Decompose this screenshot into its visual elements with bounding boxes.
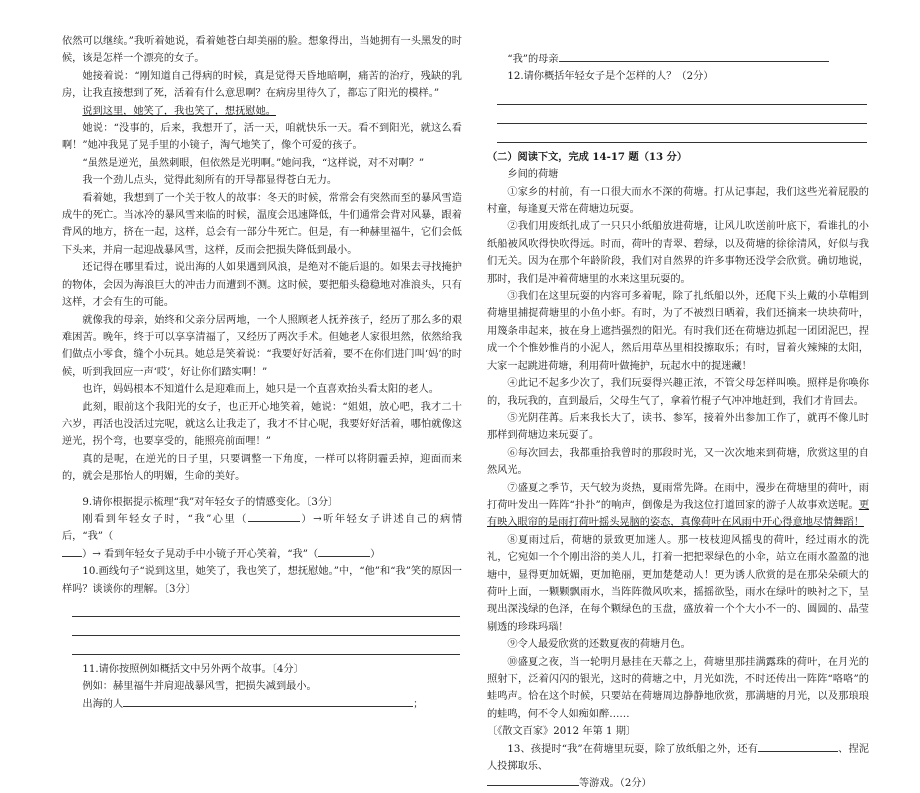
left-column [62,33,462,713]
question-11-example: 例如：赫里福牛并肩迎战暴风雪，把损失减到最小。 [82,681,317,693]
answer-line[interactable] [72,617,460,636]
answer-line[interactable] [497,86,867,105]
right-column [487,51,869,793]
paragraph: ⑩盛夏之夜，当一轮明月悬挂在天幕之上，荷塘里那挂满露珠的荷叶，在月光的照射下，泛着闪闪的银光，这时的荷塘之中，月光如洗，不时还传出一阵阵“咯咯”的蛙鸣声。恰在这个时候，只要站在荷塘周边静静地欣赏，那满塘的月光，以及那琅琅的蛙鸣，何不令人如痴如醉…… [487,656,869,720]
answer-blank[interactable] [123,706,413,707]
question-11-prompt: “我”的母亲 [487,51,869,68]
paragraph: 我一个劲儿点头，觉得此刻所有的开导都显得苍白无力。 [82,175,338,187]
underlined-sentence: 更有映入眼帘的是雨打荷叶摇头晃脑的姿态，真像荷叶在风雨中开心得意地尽情舞蹈！ [487,499,869,529]
question-9: 9.请你根据提示梳理“我”对年轻女子的情感变化。〔3分〕 [82,496,339,508]
answer-blank[interactable] [62,556,82,557]
answer-blank[interactable] [487,785,579,786]
paragraph: ④此记不起多少次了，我们玩耍得兴趣正浓，不管父母怎样叫唤。照样是你唤你的，我玩我的，直到最后，父母生气了，拿着竹棍子气冲冲地赶到，我们才肯回去。 [487,378,869,407]
paragraph: 依然可以继续。”我听着她说，看着她苍白却美丽的脸。想象得出，当她拥有一头黑发的时候，该是怎样一个漂亮的女子。 [62,36,462,65]
question-13: 13、孩提时“我”在荷塘里玩耍，除了放纸船之外，还有 、捏泥人投掷取乐、 [487,743,869,773]
paragraph: ③我们在这里玩耍的内容可多着呢，除了扎纸船以外，还爬下头上戴的小草帽到荷塘里捕捉荷塘里的小鱼小虾。有时，为了不被烈日晒着，我们还摘来一块块荷叶，用篾条串起来，披在身上遮挡强烈的阳光。有时我们还在荷塘边抓起一团团泥巴，捏成一个个惟妙惟肖的小泥人，然后用草丛里相投擦取乐；有时，冒着火辣辣的太阳，大家一起跳进荷塘，利用荷叶做掩护，玩起水中的捉迷藏！ [487,291,869,372]
paragraph: 也许，妈妈根本不知道什么是迎难而上，她只是一个直喜欢抬头看太阳的老人。 [82,384,439,396]
paragraph: ①家乡的村前，有一口很大而水不深的荷塘。打从记事起，我们这些光着屁股的村童，每逢夏天常在荷塘边玩耍。 [487,186,869,216]
paragraph: ⑥每次回去，我都重拾我曾时的那段时光，又一次次地来到荷塘，欣赏这里的自然风光。 [487,447,869,477]
source-citation: 〔《散文百家》2012 年第 1 期〕 [487,726,637,738]
answer-line[interactable] [72,636,460,655]
answer-blank[interactable] [248,521,300,522]
answer-blank[interactable] [559,61,829,62]
paragraph: 她说：“没事的，后来，我想开了，活一天，咱就快乐一天。看不到阳光，就这么看啊！”她冲我晃了晃手里的小镜子，淘气地笑了，像个可爱的孩子。 [62,123,462,152]
paragraph: 她接着说：“刚知道自己得病的时候，真是觉得天昏地暗啊，痛苦的治疗，残缺的乳房，让我直接想到了死，活着有什么意思啊？在病房里待久了，都忘了阳光的模样。” [62,70,462,100]
paragraph: ⑧夏雨过后，荷塘的景致更加迷人。那一枝枝迎风摇曳的荷叶，经过雨水的洗礼，它宛如一个个刚出浴的美人儿，打着一把把翠绿色的小伞，站立在雨水盈盈的池塘中，显得更加妩媚，更加艳丽，更加楚楚动人！更为诱人欣赏的是在那朵朵硕大的荷叶上面，一颗颗飘雨水，当阵阵微风吹来，摇摇欲坠，雨水在绿叶的映衬之下，呈现出深浅绿的色泽，在每个颗绿色的玉盘，盛放着一个个大小不一的、圆圆的、晶莹剔透的珍珠玛瑙！ [487,534,869,633]
question-11-prompt: 出海的人 ； [82,698,424,710]
underlined-sentence: 说到这里，她笑了，我也笑了，想抚慰她。 [82,105,276,117]
section-heading: （二）阅读下文，完成 14-17 题（13 分） [487,150,688,163]
paragraph: ⑦盛夏之季节，天气较为炎热，夏雨常先降。在雨中，漫步在荷塘里的荷叶，雨打荷叶发出一阵阵“扑扑”的响声，倒像是为我这位打道回家的游子人故事欢送呢。更有映入眼帘的是雨打荷叶摇头晃脑的姿态，真像荷叶在风雨中开心得意地尽情舞蹈！ [487,482,869,529]
answer-line[interactable] [497,124,867,143]
paragraph: ⑨令人最爱欣赏的还数夏夜的荷塘月色。 [507,639,691,651]
answer-blank[interactable] [318,556,370,557]
paragraph: 还记得在哪里看过，说出海的人如果遇到风浪，是绝对不能后退的。如果去寻找掩护的物体，会因为海浪巨大的冲击力而遭到不测。这时候，要把船头稳稳地对准浪头，只有这样，才会有生的可能。 [62,262,462,309]
answer-line[interactable] [497,105,867,124]
paragraph: 就像我的母亲，始终和父亲分居两地，一个人照顾老人抚养孩子，经历了那么多的艰难困苦。晚年，终于可以享享清福了，又经历了两次手术。但她老人家很坦然，依然给我们做点小零食，缝个小玩具。她总是笑着说：“我要好好活着，要不在你们进门叫‘妈’的时候，听到我回应一声‘哎’，好让你们踏实啊！” [62,314,462,378]
question-11: 11.请你按照例如概括文中另外两个故事。〔4分〕 [82,664,304,675]
question-10: 10.画线句子“说到这里，她笑了，我也笑了，想抚慰她。”中，“他”和“我”笑的原因一样吗？谈谈你的理解。〔3分〕 [62,566,462,595]
question-9-line: ）→ 看到年轻女子晃动手中小镜子开心笑着，“我”（ ） [62,546,462,563]
paragraph: ②我们用废纸扎成了一只只小纸船放进荷塘，让风儿吹送前叶底下，看谁扎的小纸船被风吹得快吹得远。时而，荷叶的青翠、碧绿，以及荷塘的徐徐清风，好似与我们无关。因为在那个年龄阶段，我们对自然界的许多事物还没学会欣赏。确切地说，那时，我们是冲着荷塘里的水来这里玩耍的。 [487,221,869,285]
answer-line[interactable] [72,598,460,617]
article-title: 乡间的荷塘 [507,169,559,181]
answer-blank[interactable] [758,751,838,752]
paragraph: ⑤光阴荏苒。后来我长大了，读书、参军，接着外出参加工作了，就再不像儿时那样到荷塘边来玩耍了。 [487,412,869,442]
paragraph: “虽然是逆光，虽然刺眼，但依然是光明啊。”她问我，“这样说，对不对啊？” [82,157,425,169]
question-12: 12.请你概括年轻女子是个怎样的人？（2分） [507,71,714,83]
question-13-line: 等游戏。（2分） [487,775,869,792]
paragraph: 此刻，眼前这个我阳光的女子，也正开心地笑着，她说：“姐姐，放心吧，我才二十六岁，再活也没活过完呢，就这么让我走了，我才不甘心呢，我要好好活着，哪怕就像这逆光，拐个弯，也要享受的，能照亮前面哩！” [62,401,462,448]
paragraph: 真的是呢，在逆光的日子里，只要调整一下角度，一样可以将阴霾丢掉，迎面而来的，就会是那怡人的明媚，生命的美好。 [62,453,462,483]
paragraph: 看着她，我想到了一个关于牧人的故事：冬天的时候，常常会有突然而至的暴风雪造成牛的死亡。当冰冷的暴风雪来临的时候，温度会迅速降低，牛们通常会背对风暴，跟着背风的地方，挤在一起，这样，总会有一部分牛死亡。但是，有一种赫里福牛，它们会低下头来，并肩一起迎战暴风雪，这样，反而会把损失降低到最小。 [62,192,462,256]
question-9-line: 刚看到年轻女子时，“我”心里（ ）→听年轻女子讲述自己的病情后，“我”（ [62,513,463,543]
